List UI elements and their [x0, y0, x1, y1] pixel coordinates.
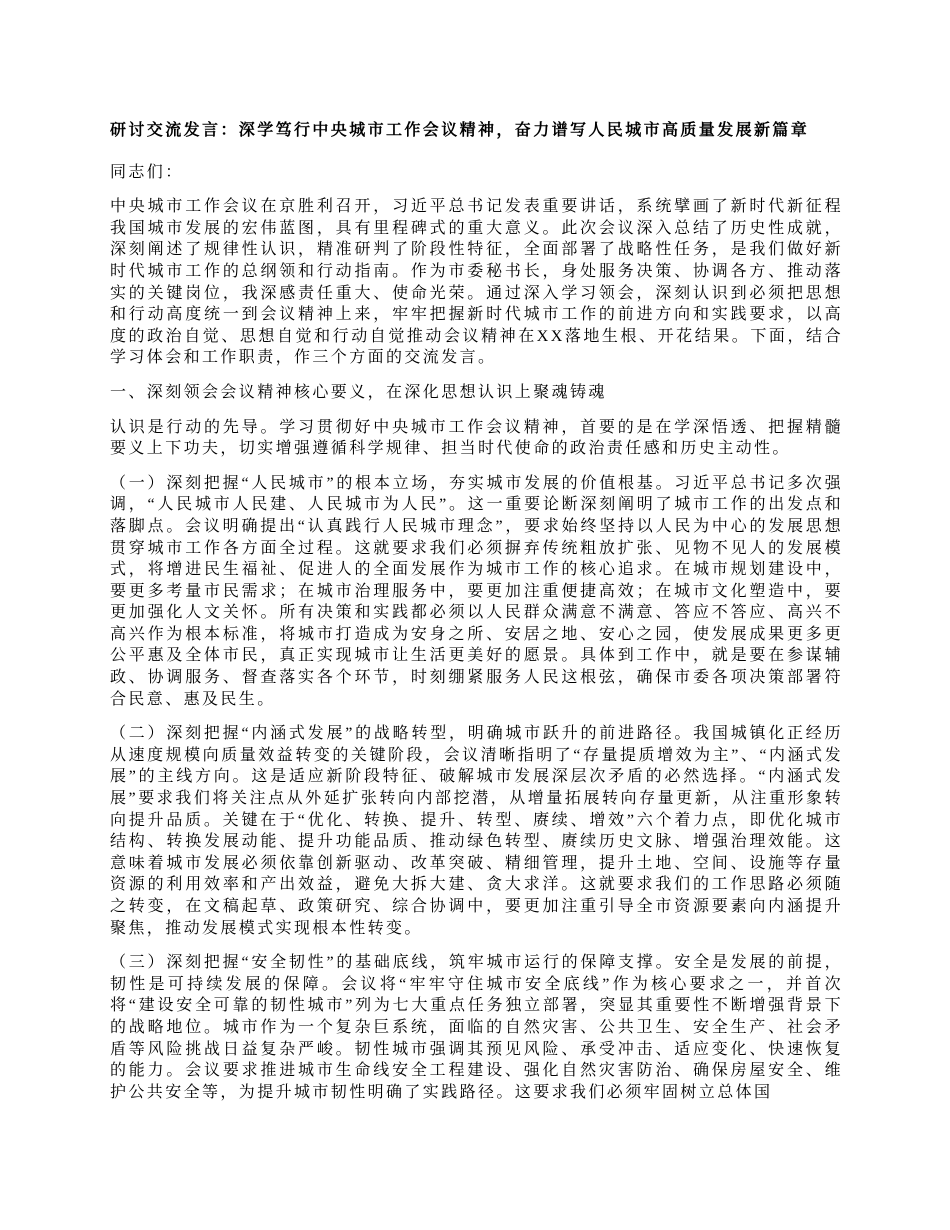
- paragraph-point-3: （三）深刻把握“安全韧性”的基础底线，筑牢城市运行的保障支撑。安全是发展的前提，韧性是可持续发展的保障。会议将“牢牢守住城市安全底线”作为核心要求之一，并首次将“建设安全可靠的韧性城市”列为七大重点任务独立部署，突显其重要性不断增强背景下的战略地位。城市作为一个复杂巨系统，面临的自然灾害、公共卫生、安全生产、社会矛盾等风险挑战日益复杂严峻。韧性城市强调其预见风险、承受冲击、适应变化、快速恢复的能力。会议要求推进城市生命线安全工程建设、强化自然灾害防治、确保房屋安全、维护公共安全等，为提升城市韧性明确了实践路径。这要求我们必须牢固树立总体国: [110, 954, 843, 1101]
- salutation: 同志们：: [110, 163, 184, 181]
- paragraph-intro: 中央城市工作会议在京胜利召开，习近平总书记发表重要讲话，系统擘画了新时代新征程我国城市发展的宏伟蓝图，具有里程碑式的重大意义。此次会议深入总结了历史性成就，深刻阐述了规律性认识，精准研判了阶段性特征，全面部署了战略性任务，是我们做好新时代城市工作的总纲领和行动指南。作为市委秘书长，身处服务决策、协调各方、推动落实的关键岗位，我深感责任重大、使命光荣。通过深入学习领会，深刻认识到必须把思想和行动高度统一到会议精神上来，牢牢把握新时代城市工作的前进方向和实践要求，以高度的政治自觉、思想自觉和行动自觉推动会议精神在XX落地生根、开花结果。下面，结合学习体会和工作职责，作三个方面的交流发言。: [110, 198, 843, 367]
- paragraph-point-1: （一）深刻把握“人民城市”的根本立场，夯实城市发展的价值根基。习近平总书记多次强调，“人民城市人民建、人民城市为人民”。这一重要论断深刻阐明了城市工作的出发点和落脚点。会议明确提出“认真践行人民城市理念”，要求始终坚持以人民为中心的发展思想贯穿城市工作各方面全过程。这就要求我们必须摒弃传统粗放扩张、见物不见人的发展模式，将增进民生福祉、促进人的全面发展作为城市工作的核心追求。在城市规划建设中，要更多考量市民需求；在城市治理服务中，要更加注重便捷高效；在城市文化塑造中，要更加强化人文关怀。所有决策和实践都必须以人民群众满意不满意、答应不答应、高兴不高兴作为根本标准，将城市打造成为安身之所、安居之地、安心之园，使发展成果更多更公平惠及全体市民，真正实现城市让生活更美好的愿景。具体到工作中，就是要在参谋辅政、协调服务、督查落实各个环节，时刻绷紧服务人民这根弦，确保市委各项决策部署符合民意、惠及民生。: [110, 474, 843, 708]
- paragraph-lead: 认识是行动的先导。学习贯彻好中央城市工作会议精神，首要的是在学深悟透、把握精髓要义上下功夫，切实增强遵循科学规律、担当时代使命的政治责任感和历史主动性。: [110, 418, 843, 458]
- paragraph-point-2: （二）深刻把握“内涵式发展”的战略转型，明确城市跃升的前进路径。我国城镇化正经历从速度规模向质量效益转变的关键阶段，会议清晰指明了“存量提质增效为主”、“内涵式发展”的主线方向。这是适应新阶段特征、破解城市发展深层次矛盾的必然选择。“内涵式发展”要求我们将关注点从外延扩张转向内部挖潜，从增量拓展转向存量更新，从注重形象转向提升品质。关键在于“优化、转换、提升、转型、赓续、增效”六个着力点，即优化城市结构、转换发展动能、提升功能品质、推动绿色转型、赓续历史文脉、增强治理效能。这意味着城市发展必须依靠创新驱动、改革突破、精细管理，提升土地、空间、设施等存量资源的利用效率和产出效益，避免大拆大建、贪大求洋。这就要求我们的工作思路必须随之转变，在文稿起草、政策研究、综合协调中，要更加注重引导全市资源要素向内涵提升聚焦，推动发展模式实现根本性转变。: [110, 725, 843, 937]
- section-heading-1: 一、深刻领会会议精神核心要义，在深化思想认识上聚魂铸魂: [110, 383, 607, 401]
- document-title: 研讨交流发言：深学笃行中央城市工作会议精神，奋力谱写人民城市高质量发展新篇章: [110, 122, 810, 139]
